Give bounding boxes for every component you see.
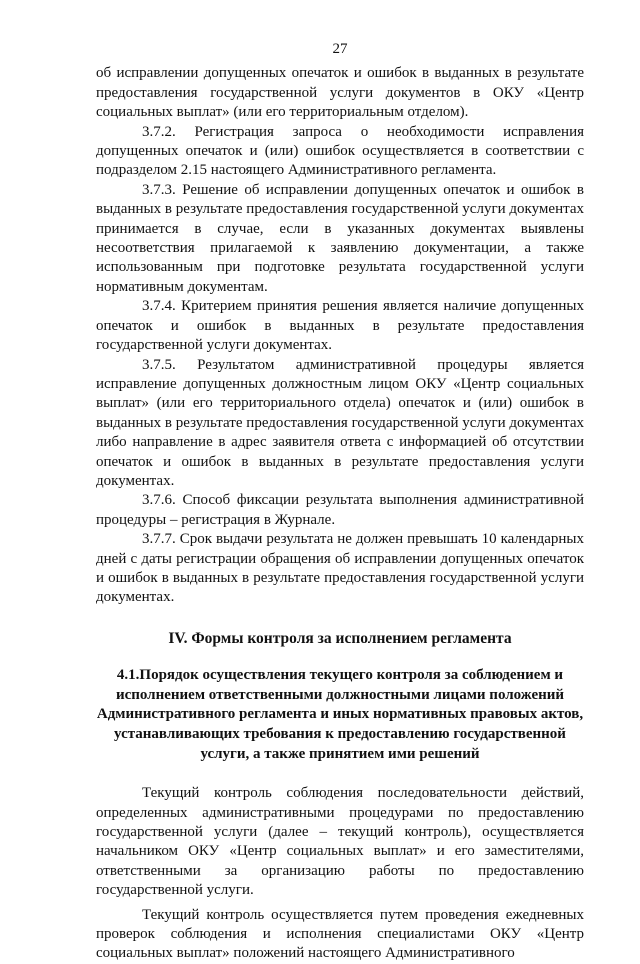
body-paragraph-current-control: Текущий контроль соблюдения последовательности действий, определенных административными процедурами по предоставлению государственной услуги (далее – текущий контроль), осуществляется начальником ОКУ «Центр социальных выплат» и его заместителями, ответственными за организацию работы по предоставлению государственной услуги. [96, 785, 584, 899]
paragraph-3-7-5: 3.7.5. Результатом административной процедуры является исправление допущенных должностным лицом ОКУ «Центр социальных выплат» (или его территориального отдела) опечаток и (или) ошибок в выданных в результате предоставления государственной услуги документах либо направление в адрес заявителя ответа с информацией об отсутствии опечаток и ошибок в выданных в результате предоставления услуги документах. [96, 356, 584, 489]
page-number: 27 [332, 41, 348, 57]
section-title: IV. Формы контроля за исполнением регламента [168, 629, 512, 647]
paragraph-3-7-6: 3.7.6. Способ фиксации результата выполнения административной процедуры – регистрация в Журнале. [96, 492, 584, 528]
paragraph-3-7-2: 3.7.2. Регистрация запроса о необходимости исправления допущенных опечаток и (или) ошибок осуществляется в соответствии с подразделом 2.15 настоящего Административного регламента. [96, 123, 584, 179]
paragraph-3-7-3: 3.7.3. Решение об исправлении допущенных опечаток и ошибок в выданных в результате предоставления государственной услуги документах принимается в случае, если в указанных документах выявлены несоответствия прилагаемой к заявлению документации, а также использованным при подготовке результата государственной услуги нормативным документам. [96, 181, 584, 295]
body-paragraph-checks: Текущий контроль осуществляется путем проведения ежедневных проверок соблюдения и исполнения специалистами ОКУ «Центр социальных выплат» положений настоящего Административного [96, 906, 584, 962]
paragraph-3-7-4: 3.7.4. Критерием принятия решения является наличие допущенных опечаток и ошибок в выданных в результате предоставления государственной услуги документах. [96, 298, 584, 354]
subsection-title: 4.1.Порядок осуществления текущего контроля за соблюдением и исполнением ответственными должностными лицами положений Административного регламента и иных нормативных правовых актов, устанавливающих требования к предоставлению государственной услуги, а также принятием ими решений [96, 667, 584, 762]
paragraph-3-7-7: 3.7.7. Срок выдачи результата не должен превышать 10 календарных дней с даты регистрации обращения об исправлении допущенных опечаток и ошибок в выданных в результате предоставления государственной услуги документах. [96, 531, 584, 606]
paragraph-3-7-1-continuation: об исправлении допущенных опечаток и ошибок в выданных в результате предоставления государственной услуги документов в ОКУ «Центр социальных выплат» (или его территориальным отделом). [96, 65, 584, 121]
